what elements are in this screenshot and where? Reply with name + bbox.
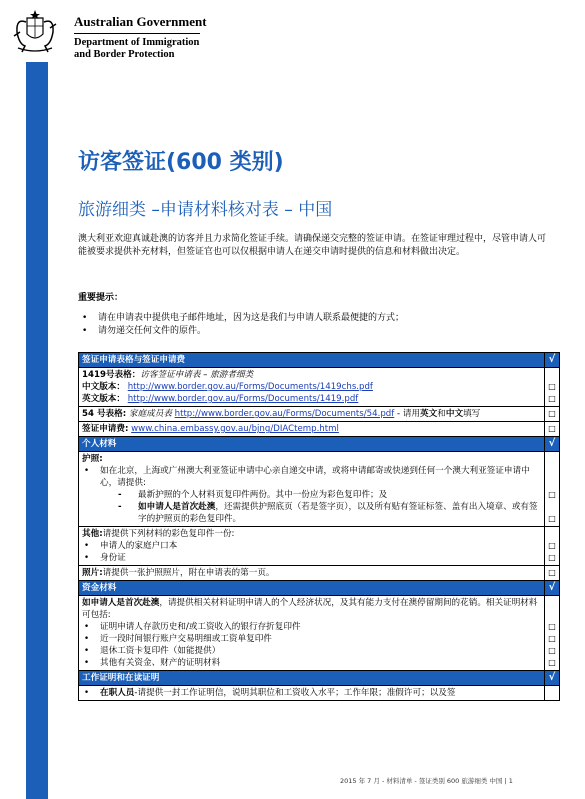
form-54-note-and: 和 (437, 409, 446, 419)
section-header-employment (79, 671, 560, 686)
page-footer: 2015 年 7 月 - 材料清单 - 签证类别 600 旅游细类 中国 | 1 (340, 777, 513, 785)
intro-paragraph (78, 233, 553, 259)
fee-label: 签证申请费: (82, 424, 129, 434)
chinese-form-link[interactable]: http://www.border.gov.au/Forms/Documents/1419chs.pdf (127, 382, 373, 392)
employed-label: 在职人员 (100, 688, 135, 698)
form-54-note-chinese: 中文 (445, 409, 464, 419)
check-column-icon: √ (545, 437, 560, 452)
passport-requirement-1: - 最新护照的个人材料页复印件两份。其中一份应为彩色复印件；及 (82, 489, 541, 501)
checklist-row (79, 686, 560, 701)
important-label: 重要提示： (78, 293, 124, 303)
check-column-icon: √ (545, 671, 560, 686)
form-54-note: - 请用 (394, 409, 421, 419)
department-name-line-1: Department of Immigration (74, 37, 200, 48)
government-header (74, 14, 207, 61)
checkbox[interactable]: □ (548, 394, 556, 403)
form-54-link[interactable]: http://www.border.gov.au/Forms/Documents/54.pdf (174, 409, 395, 419)
checklist-row (79, 368, 560, 407)
government-name: Australian Government (74, 14, 207, 29)
employment-item (82, 687, 541, 699)
financial-item: • 退休工资卡复印件（如能提供） (82, 645, 541, 657)
page-title: 访客签证(600 类别) (78, 150, 284, 175)
checklist-row (79, 527, 560, 566)
section-title: 工作证明和在读证明 (79, 671, 545, 686)
checkbox[interactable]: □ (548, 514, 556, 523)
form-1419-label: 1419号表格： (82, 370, 141, 380)
coat-of-arms-icon (10, 8, 60, 56)
form-54-note-english: 英文 (420, 409, 438, 419)
checklist-row (79, 407, 560, 422)
financial-intro: ，请提供相关材料证明申请人的个人经济状况，及其有能力支付在澳停留期间的花销。相关证明材料可包括: (82, 598, 538, 620)
check-column-icon: √ (545, 581, 560, 596)
checkbox[interactable]: □ (548, 646, 556, 655)
section-header-financial (79, 581, 560, 596)
other-item: • 身份证 (82, 552, 541, 564)
passport-requirement-2 (82, 501, 541, 525)
header-divider (74, 33, 200, 34)
note-item: • 请在申请表中提供电子邮件地址，因为这是我们与申请人联系最便捷的方式； (78, 312, 558, 325)
note-item: • 请勿递交任何文件的原件。 (78, 325, 558, 338)
left-accent-bar (26, 62, 48, 799)
section-title: 资金材料 (79, 581, 545, 596)
department-name-line-2: and Border Protection (74, 49, 175, 60)
checklist-row (79, 596, 560, 671)
section-title: 签证申请表格与签证申请费 (79, 353, 545, 368)
financial-item: • 其他有关资金、财产的证明材料 (82, 657, 541, 669)
checklist-row (79, 422, 560, 437)
passport-requirement-2-text: ，还需提供护照底页（若是签字页），以及所有贴有签证标签、盖有出入境章、或有签字的护照页的彩色复印件。 (138, 502, 538, 524)
checkbox[interactable]: □ (548, 541, 556, 550)
form-1419-name: 访客签证申请表 – 旅游者细类 (140, 370, 254, 380)
section-header-personal (79, 437, 560, 452)
first-visit-label: 如申请人是首次赴澳 (138, 502, 216, 512)
form-54-name: 家庭成员表 (128, 409, 172, 419)
english-form-link[interactable]: http://www.border.gov.au/Forms/Documents/1419.pdf (127, 394, 359, 404)
financial-item: • 证明申请人存款历史和/或工资收入的银行存折复印件 (82, 621, 541, 633)
passport-text: • 如在北京，上海或广州澳大利亚签证申请中心亲自递交申请，或将申请邮寄或快递到任何一个澳大利亚签证申请中心，请提供: (82, 465, 541, 489)
financial-item: • 近一段时间银行账户交易明细或工资单复印件 (82, 633, 541, 645)
checklist-table (78, 352, 560, 701)
employed-text: -请提供一封工作证明信，说明其职位和工资收入水平；工作年限；准假许可；以及签 (134, 688, 456, 698)
checkbox[interactable]: □ (548, 553, 556, 562)
checkbox[interactable]: □ (545, 422, 560, 437)
other-label: 其他: (82, 529, 103, 539)
section-header-forms (79, 353, 560, 368)
photo-label: 照片: (82, 568, 103, 578)
page-subtitle: 旅游细类 –申请材料核对表 – 中国 (78, 200, 333, 220)
form-54-note-end: 填写 (463, 409, 481, 419)
checkbox[interactable]: □ (548, 658, 556, 667)
intro-text: 澳大利亚欢迎真诚赴澳的访客并且力求简化签证手续。请确保递交完整的签证申请。在签证审理过程中，尽管申请人可能被要求提供补充材料，但签证官也可以仅根据申请人在递交申请时提供的信息和材料做出决定。 (78, 234, 547, 257)
section-title: 个人材料 (79, 437, 545, 452)
checkbox[interactable]: □ (545, 566, 560, 581)
checklist-row (79, 566, 560, 581)
fee-link[interactable]: www.china.embassy.gov.au/bjng/DIACtemp.html (131, 424, 339, 434)
checkbox[interactable]: □ (548, 382, 556, 391)
other-text: 请提供下列材料的彩色复印件一份: (102, 529, 235, 539)
passport-label: 护照: (82, 454, 103, 464)
chinese-version-label: 中文版本： (82, 382, 125, 392)
photo-text: 请提供一张护照照片，附在申请表的第一页。 (102, 568, 275, 578)
checkbox[interactable]: □ (548, 634, 556, 643)
english-version-label: 英文版本： (82, 394, 125, 404)
other-item: • 申请人的家庭户口本 (82, 540, 541, 552)
form-54-label: 54 号表格: (82, 409, 127, 419)
check-column-icon: √ (545, 353, 560, 368)
checkbox[interactable]: □ (548, 490, 556, 499)
important-notes (78, 312, 558, 338)
first-visit-label: 如申请人是首次赴澳 (82, 598, 160, 608)
checklist-row (79, 452, 560, 527)
checkbox[interactable]: □ (545, 407, 560, 422)
checkbox[interactable]: □ (548, 622, 556, 631)
